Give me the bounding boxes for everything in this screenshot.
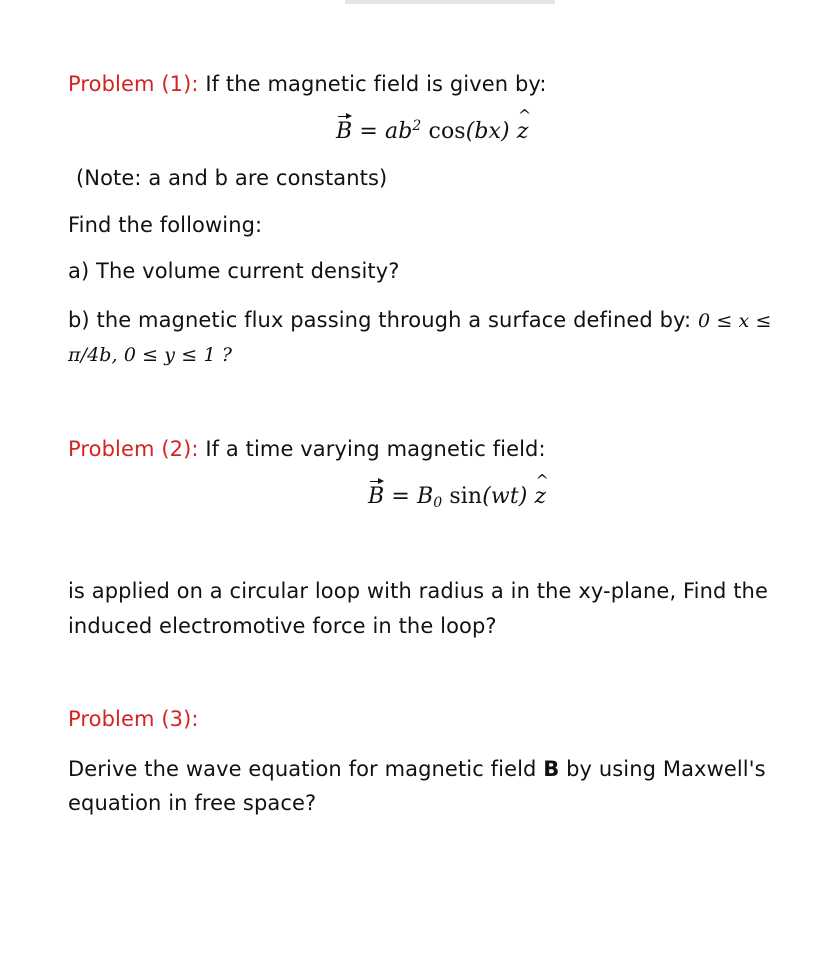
problem1-note: (Note: a and b are constants): [76, 166, 388, 190]
eq-argument: (wt): [482, 484, 535, 509]
problem3-line1: [68, 757, 766, 781]
problem2-intro: If a time varying magnetic field:: [205, 437, 546, 461]
eq-ab: ab: [385, 119, 413, 144]
eq-cos: cos: [421, 119, 466, 144]
problem2-line2: induced electromotive force in the loop?: [68, 614, 497, 638]
equals-sign: =: [384, 484, 418, 509]
problem3-text-pre: Derive the wave equation for magnetic field: [68, 757, 544, 781]
vector-b-symbol: B: [368, 484, 385, 509]
part-b-text: b) the magnetic flux passing through a surface defined by:: [68, 308, 692, 332]
problem3-text-post: by using Maxwell's: [559, 757, 766, 781]
problem1-part-a: a) The volume current density?: [68, 259, 400, 283]
eq-subscript: 0: [433, 495, 443, 511]
problem3-bold-b: B: [543, 757, 560, 781]
problem1-equation: [336, 118, 529, 144]
problem3-line2: equation in free space?: [68, 791, 317, 815]
problem1-heading: [68, 72, 547, 96]
problem2-equation: [368, 484, 546, 511]
problem3-label: Problem (3):: [68, 707, 199, 731]
problem1-intro: If the magnetic field is given by:: [205, 72, 547, 96]
z-unit-vector: ^ z: [535, 484, 547, 509]
equals-sign: =: [352, 119, 386, 144]
part-b-range-x: 0 ≤ x ≤: [698, 310, 772, 332]
top-edge-mark: [345, 0, 555, 4]
z-unit-vector: ^ z: [517, 119, 529, 144]
problem1-label: Problem (1):: [68, 72, 199, 96]
problem1-part-b-range: π/4b, 0 ≤ y ≤ 1 ?: [68, 344, 233, 366]
eq-exponent: 2: [412, 118, 422, 134]
eq-sin: sin: [442, 484, 483, 509]
problem2-line1: is applied on a circular loop with radius a in the xy-plane, Find the: [68, 579, 768, 603]
problem2-label: Problem (2):: [68, 437, 199, 461]
eq-b0: B: [417, 484, 434, 509]
problem1-part-b: [68, 308, 771, 332]
vector-b-symbol: B: [336, 119, 353, 144]
problem2-heading: [68, 437, 546, 461]
eq-argument: (bx): [465, 119, 517, 144]
problem1-find: Find the following:: [68, 213, 263, 237]
